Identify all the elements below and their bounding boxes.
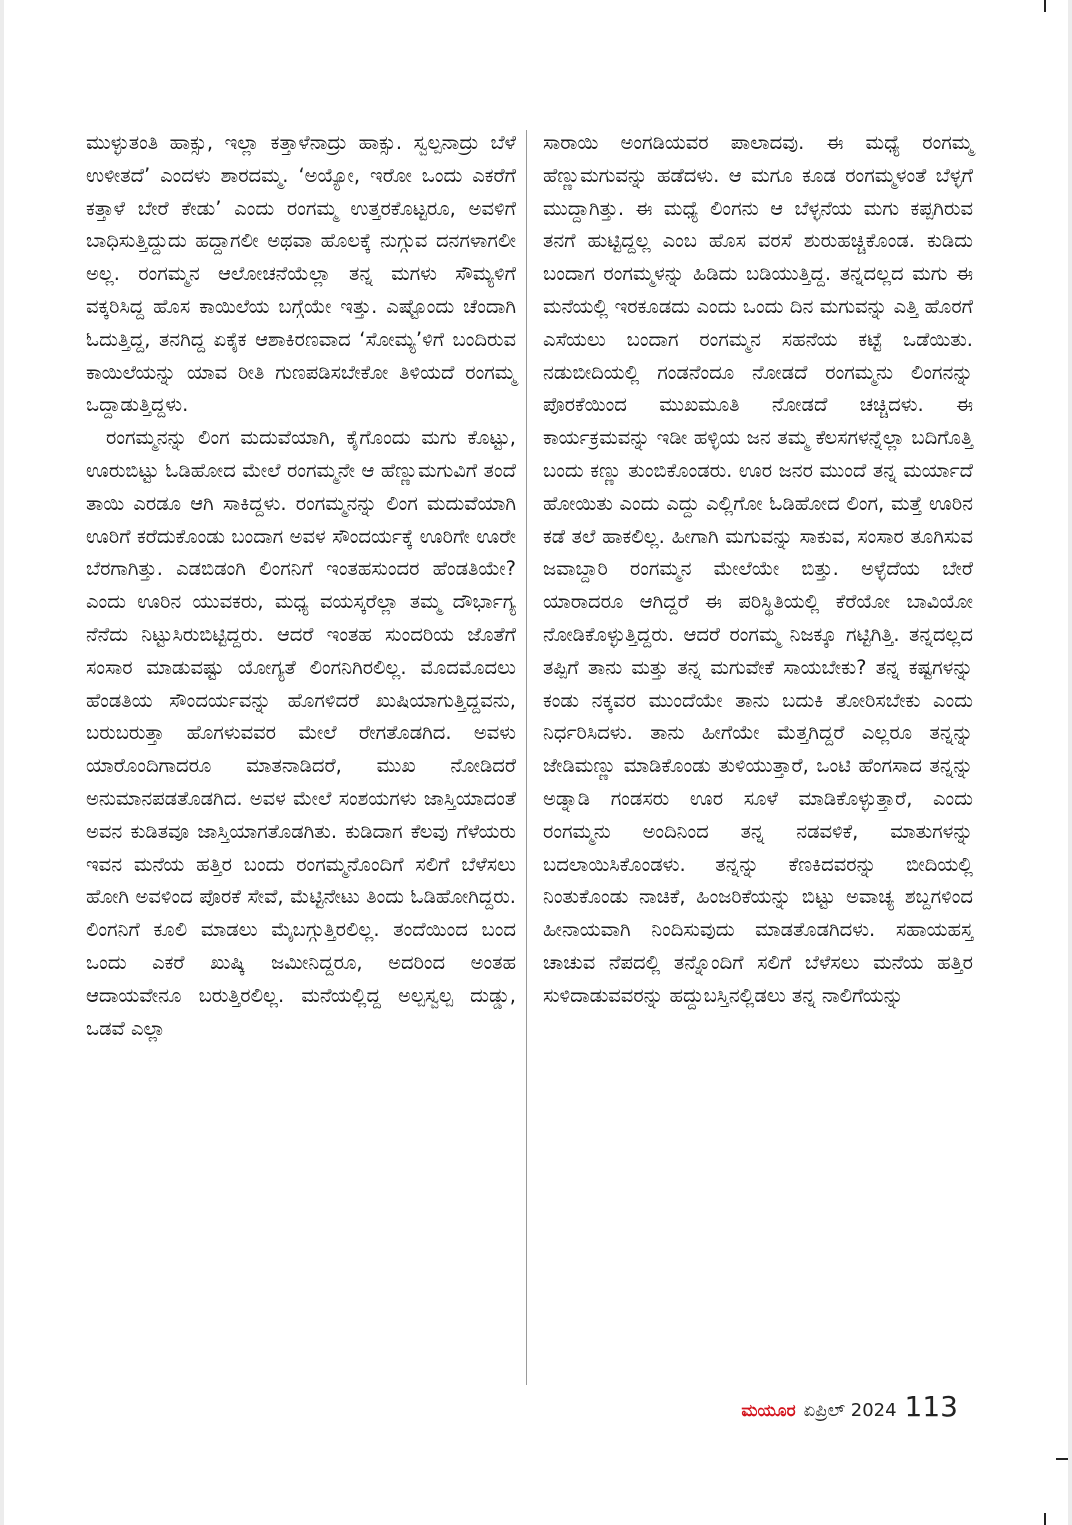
crop-mark-top-right [1044, 0, 1046, 12]
column-divider [526, 130, 527, 1385]
left-paragraph-2: ರಂಗಮ್ಮನನ್ನು ಲಿಂಗ ಮದುವೆಯಾಗಿ, ಕೈಗೊಂದು ಮಗು ಕೊಟ್ಟು, ಊರುಬಿಟ್ಟು ಓಡಿಹೋದ ಮೇಲೆ ರಂಗಮ್ಮನೇ ಆ ಹೆಣ್ಣುಮಗುವಿಗೆ ತಂದೆ ತಾಯಿ ಎರಡೂ ಆಗಿ ಸಾಕಿದ್ದಳು. ರಂಗಮ್ಮನನ್ನು ಲಿಂಗ ಮದುವೆಯಾಗಿ ಊರಿಗೆ ಕರೆದುಕೊಂಡು ಬಂದಾಗ ಅವಳ ಸೌಂದರ್ಯಕ್ಕೆ ಊರಿಗೇ ಊರೇ ಬೆರಗಾಗಿತ್ತು. ಎಡಬಿಡಂಗಿ ಲಿಂಗನಿಗೆ ಇಂತಹಸುಂದರ ಹೆಂಡತಿಯೇ? ಎಂದು ಊರಿನ ಯುವಕರು, ಮಧ್ಯ ವಯಸ್ಕರೆಲ್ಲಾ ತಮ್ಮ ದೌರ್ಭಾಗ್ಯ ನೆನೆದು ನಿಟ್ಟುಸಿರುಬಿಟ್ಟಿದ್ದರು. ಆದರೆ ಇಂತಹ ಸುಂದರಿಯ ಜೊತೆಗೆ ಸಂಸಾರ ಮಾಡುವಷ್ಟು ಯೋಗ್ಯತೆ ಲಿಂಗನಿಗಿರಲಿಲ್ಲ. ಮೊದಮೊದಲು ಹೆಂಡತಿಯ ಸೌಂದರ್ಯವನ್ನು ಹೊಗಳಿದರೆ ಖುಷಿಯಾಗುತ್ತಿದ್ದವನು, ಬರುಬರುತ್ತಾ ಹೊಗಳುವವರ ಮೇಲೆ ರೇಗತೊಡಗಿದ. ಅವಳು ಯಾರೊಂದಿಗಾದರೂ ಮಾತನಾಡಿದರೆ, ಮುಖ ನೋಡಿದರೆ ಅನುಮಾನಪಡತೊಡಗಿದ. ಅವಳ ಮೇಲೆ ಸಂಶಯಗಳು ಜಾಸ್ತಿಯಾದಂತೆ ಅವನ ಕುಡಿತವೂ ಜಾಸ್ತಿಯಾಗತೊಡಗಿತು. ಕುಡಿದಾಗ ಕೆಲವು ಗೆಳೆಯರು ಇವನ ಮನೆಯ ಹತ್ತಿರ ಬಂದು ರಂಗಮ್ಮನೊಂದಿಗೆ ಸಲಿಗೆ ಬೆಳೆಸಲು ಹೋಗಿ ಅವಳಿಂದ ಪೊರಕೆ ಸೇವೆ, ಮೆಟ್ಟಿನೇಟು ತಿಂದು ಓಡಿಹೋಗಿದ್ದರು. ಲಿಂಗನಿಗೆ ಕೂಲಿ ಮಾಡಲು ಮೈಬಗ್ಗುತ್ತಿರಲಿಲ್ಲ. ತಂದೆಯಿಂದ ಬಂದ ಒಂದು ಎಕರೆ ಖುಷ್ಕಿ ಜಮೀನಿದ್ದರೂ, ಅದರಿಂದ ಅಂತಹ ಆದಾಯವೇನೂ ಬರುತ್ತಿರಲಿಲ್ಲ. ಮನೆಯಲ್ಲಿದ್ದ ಅಲ್ಪಸ್ವಲ್ಪ ದುಡ್ಡು, ಒಡವೆ ಎಲ್ಲಾ [86, 426, 516, 1040]
page-number: 113 [904, 1390, 958, 1423]
left-paragraph-1: ಮುಳ್ಳುತಂತಿ ಹಾಕ್ಸು, ಇಲ್ಲಾ ಕತ್ತಾಳೆನಾದ್ರು ಹಾಕ್ಸು. ಸ್ವಲ್ಪನಾದ್ರು ಬೆಳೆ ಉಳೀತದೆ’ ಎಂದಳು ಶಾರದಮ್ಮ. ‘ಅಯ್ಯೋ, ಇರೋ ಒಂದು ಎಕರೆಗೆ ಕತ್ತಾಳೆ ಬೇರೆ ಕೇಡು’ ಎಂದು ರಂಗಮ್ಮ ಉತ್ತರಕೊಟ್ಟರೂ, ಅವಳಿಗೆ ಬಾಧಿಸುತ್ತಿದ್ದುದು ಹದ್ದಾಗಲೀ ಅಥವಾ ಹೊಲಕ್ಕೆ ನುಗ್ಗುವ ದನಗಳಾಗಲೀ ಅಲ್ಲ. ರಂಗಮ್ಮನ ಆಲೋಚನೆಯೆಲ್ಲಾ ತನ್ನ ಮಗಳು ಸೌಮ್ಯಳಿಗೆ ವಕ್ಕರಿಸಿದ್ದ ಹೊಸ ಕಾಯಿಲೆಯ ಬಗ್ಗೆಯೇ ಇತ್ತು. ಎಷ್ಟೊಂದು ಚೆಂದಾಗಿ ಓದುತ್ತಿದ್ದ, ತನಗಿದ್ದ ಏಕೈಕ ಆಶಾಕಿರಣವಾದ ‘ಸೋಮ್ಯ’ಳಿಗೆ ಬಂದಿರುವ ಕಾಯಿಲೆಯನ್ನು ಯಾವ ರೀತಿ ಗುಣಪಡಿಸಬೇಕೋ ತಿಳಿಯದೆ ರಂಗಮ್ಮ ಒದ್ದಾಡುತ್ತಿದ್ದಳು. [86, 131, 516, 417]
magazine-name: ಮಯೂರ [741, 1401, 796, 1421]
magazine-page [4, 0, 1068, 1525]
right-column [543, 127, 973, 1013]
right-paragraph-1: ಸಾರಾಯಿ ಅಂಗಡಿಯವರ ಪಾಲಾದವು. ಈ ಮಧ್ಯೆ ರಂಗಮ್ಮ ಹೆಣ್ಣುಮಗುವನ್ನು ಹಡೆದಳು. ಆ ಮಗೂ ಕೂಡ ರಂಗಮ್ಮಳಂತೆ ಬೆಳ್ಳಗೆ ಮುದ್ದಾಗಿತ್ತು. ಈ ಮಧ್ಯೆ ಲಿಂಗನು ಆ ಬೆಳ್ಳನೆಯ ಮಗು ಕಪ್ಪಗಿರುವ ತನಗೆ ಹುಟ್ಟಿದ್ದಲ್ಲ ಎಂಬ ಹೊಸ ವರಸೆ ಶುರುಹಚ್ಚಿಕೊಂಡ. ಕುಡಿದು ಬಂದಾಗ ರಂಗಮ್ಮಳನ್ನು ಹಿಡಿದು ಬಡಿಯುತ್ತಿದ್ದ. ತನ್ನದಲ್ಲದ ಮಗು ಈ ಮನೆಯಲ್ಲಿ ಇರಕೂಡದು ಎಂದು ಒಂದು ದಿನ ಮಗುವನ್ನು ಎತ್ತಿ ಹೊರಗೆ ಎಸೆಯಲು ಬಂದಾಗ ರಂಗಮ್ಮನ ಸಹನೆಯ ಕಟ್ಟೆ ಒಡೆಯಿತು. ನಡುಬೀದಿಯಲ್ಲಿ ಗಂಡನೆಂದೂ ನೋಡದೆ ರಂಗಮ್ಮನು ಲಿಂಗನನ್ನು ಪೊರಕೆಯಿಂದ ಮುಖಮೂತಿ ನೋಡದೆ ಚಚ್ಚಿದಳು. ಈ ಕಾರ್ಯಕ್ರಮವನ್ನು ಇಡೀ ಹಳ್ಳಿಯ ಜನ ತಮ್ಮ ಕೆಲಸಗಳನ್ನೆಲ್ಲಾ ಬದಿಗೊತ್ತಿ ಬಂದು ಕಣ್ಣು ತುಂಬಿಕೊಂಡರು. ಊರ ಜನರ ಮುಂದೆ ತನ್ನ ಮರ್ಯಾದೆ ಹೋಯಿತು ಎಂದು ಎದ್ದು ಎಲ್ಲಿಗೋ ಓಡಿಹೋದ ಲಿಂಗ, ಮತ್ತೆ ಊರಿನ ಕಡೆ ತಲೆ ಹಾಕಲಿಲ್ಲ. ಹೀಗಾಗಿ ಮಗುವನ್ನು ಸಾಕುವ, ಸಂಸಾರ ತೂಗಿಸುವ ಜವಾಬ್ದಾರಿ ರಂಗಮ್ಮನ ಮೇಲೆಯೇ ಬಿತ್ತು. ಅಳ್ಳೆದೆಯ ಬೇರೆ ಯಾರಾದರೂ ಆಗಿದ್ದರೆ ಈ ಪರಿಸ್ಥಿತಿಯಲ್ಲಿ ಕೆರೆಯೋ ಬಾವಿಯೋ ನೋಡಿಕೊಳ್ಳುತ್ತಿದ್ದರು. ಆದರೆ ರಂಗಮ್ಮ ನಿಜಕ್ಕೂ ಗಟ್ಟಿಗಿತ್ತಿ. ತನ್ನದಲ್ಲದ ತಪ್ಪಿಗೆ ತಾನು ಮತ್ತು ತನ್ನ ಮಗುವೇಕೆ ಸಾಯಬೇಕು? ತನ್ನ ಕಷ್ಟಗಳನ್ನು ಕಂಡು ನಕ್ಕವರ ಮುಂದೆಯೇ ತಾನು ಬದುಕಿ ತೋರಿಸಬೇಕು ಎಂದು ನಿರ್ಧರಿಸಿದಳು. ತಾನು ಹೀಗೆಯೇ ಮೆತ್ತಗಿದ್ದರೆ ಎಲ್ಲರೂ ತನ್ನನ್ನು ಜೇಡಿಮಣ್ಣು ಮಾಡಿಕೊಂಡು ತುಳಿಯುತ್ತಾರೆ, ಒಂಟಿ ಹೆಂಗಸಾದ ತನ್ನನ್ನು ಅಡ್ನಾಡಿ ಗಂಡಸರು ಊರ ಸೂಳೆ ಮಾಡಿಕೊಳ್ಳುತ್ತಾರೆ, ಎಂದು ರಂಗಮ್ಮನು ಅಂದಿನಿಂದ ತನ್ನ ನಡವಳಿಕೆ, ಮಾತುಗಳನ್ನು ಬದಲಾಯಿಸಿಕೊಂಡಳು. ತನ್ನನ್ನು ಕೆಣಕಿದವರನ್ನು ಬೀದಿಯಲ್ಲಿ ನಿಂತುಕೊಂಡು ನಾಚಿಕೆ, ಹಿಂಜರಿಕೆಯನ್ನು ಬಿಟ್ಟು ಅವಾಚ್ಯ ಶಬ್ದಗಳಿಂದ ಹೀನಾಯವಾಗಿ ನಿಂದಿಸುವುದು ಮಾಡತೊಡಗಿದಳು. ಸಹಾಯಹಸ್ತ ಚಾಚುವ ನೆಪದಲ್ಲಿ ತನ್ನೊಂದಿಗೆ ಸಲಿಗೆ ಬೆಳೆಸಲು ಮನೆಯ ಹತ್ತಿರ ಸುಳಿದಾಡುವವರನ್ನು ಹದ್ದುಬಸ್ತಿನಲ್ಲಿಡಲು ತನ್ನ ನಾಲಿಗೆಯನ್ನು [543, 131, 973, 1007]
issue-date: ಏಪ್ರಿಲ್ 2024 [803, 1400, 897, 1421]
page-footer [741, 1390, 958, 1423]
left-column [86, 127, 516, 1045]
crop-mark-right [1056, 1458, 1068, 1460]
crop-mark-bottom-right [1044, 1513, 1046, 1525]
